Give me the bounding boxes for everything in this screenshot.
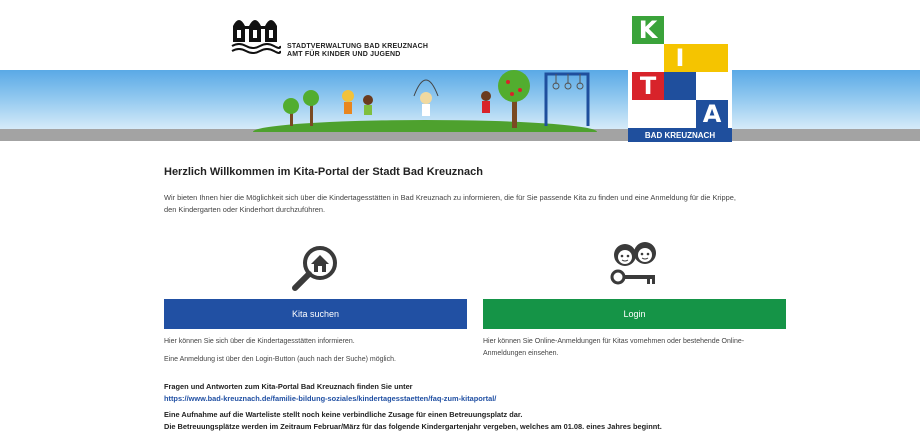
faq-heading: Fragen und Antworten zum Kita-Portal Bad Kreuznach finden Sie unter — [164, 382, 413, 391]
header-banner — [0, 0, 920, 142]
login-description — [483, 336, 786, 360]
children-key-icon — [609, 241, 661, 289]
search-login-hint: Eine Anmeldung ist über den Login-Button (auch nach der Suche) möglich. — [164, 356, 396, 363]
kita-color-cell — [664, 72, 696, 100]
org-name: STADTVERWALTUNG BAD KREUZNACH — [287, 43, 429, 50]
kita-caption: BAD KREUZNACH — [628, 128, 732, 142]
kita-letter-a: A — [696, 100, 728, 128]
waitlist-note: Eine Aufnahme auf die Warteliste stellt noch keine verbindliche Zusage für einen Betreuungsplatz dar. — [164, 410, 523, 419]
kita-color-cell — [696, 44, 728, 72]
kita-letter-i: I — [664, 44, 696, 72]
allocation-note: Die Betreuungsplätze werden im Zeitraum Februar/März für das folgende Kindergartenjahr vergeben, welches am 01.08. eines Jahres beginnt. — [164, 422, 662, 431]
intro-text — [164, 192, 786, 216]
intro-line-1: Wir bieten Ihnen hier die Möglichkeit sich über die Kindertagesstätten in Bad Kreuznach zu informieren, die für Sie passende Kita zu finden und eine Anmeldung für die Krippe, — [164, 193, 736, 202]
city-logo-icon — [231, 12, 281, 56]
kita-letter-t: T — [632, 72, 664, 100]
login-description-line-1: Hier können Sie Online-Anmeldungen für Kitas vornehmen oder bestehende Online- — [483, 338, 745, 345]
search-description: Hier können Sie sich über die Kindertagesstätten informieren. — [164, 338, 355, 345]
page-title: Herzlich Willkommen im Kita-Portal der Stadt Bad Kreuznach — [164, 166, 483, 178]
login-description-line-2: Anmeldungen einsehen. — [483, 350, 559, 357]
kita-blank-cell — [664, 16, 696, 44]
magnifier-house-icon — [290, 243, 340, 293]
kita-logo — [628, 12, 732, 142]
playground-illustration-icon — [250, 66, 600, 132]
intro-line-2: den Kindergarten oder Kinderhort durchzuführen. — [164, 205, 326, 214]
kita-search-button[interactable]: Kita suchen — [164, 299, 467, 329]
faq-link[interactable]: https://www.bad-kreuznach.de/familie-bildung-soziales/kindertagesstaetten/faq-zum-kitaportal/ — [164, 394, 497, 403]
kita-letter-k: K — [632, 16, 664, 44]
login-button[interactable]: Login — [483, 299, 786, 329]
org-department: AMT FÜR KINDER UND JUGEND — [287, 51, 401, 58]
